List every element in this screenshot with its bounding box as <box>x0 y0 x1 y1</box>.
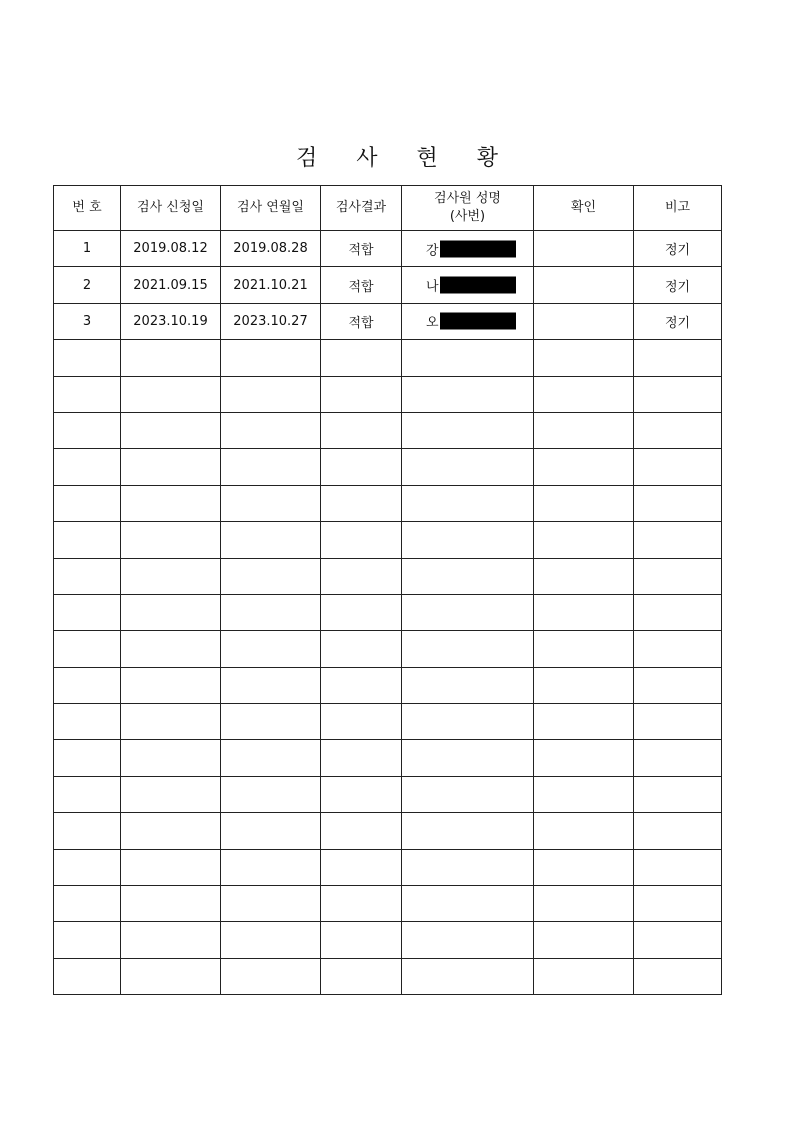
cell-inspect-date <box>221 922 321 958</box>
cell-inspect-date <box>221 704 321 740</box>
cell-inspector <box>402 958 534 994</box>
inspector-name-visible: 강 <box>426 243 439 259</box>
header-inspect-date: 검사 연월일 <box>221 186 321 231</box>
cell-remarks <box>634 667 722 703</box>
cell-remarks <box>634 813 722 849</box>
cell-inspector <box>402 776 534 812</box>
cell-result <box>321 485 402 521</box>
cell-result: 적합 <box>321 231 402 267</box>
cell-remarks <box>634 849 722 885</box>
cell-no <box>54 485 121 521</box>
cell-inspect-date <box>221 412 321 448</box>
cell-remarks <box>634 594 722 630</box>
cell-apply-date <box>121 594 221 630</box>
cell-result <box>321 813 402 849</box>
cell-apply-date: 2019.08.12 <box>121 231 221 267</box>
cell-apply-date <box>121 740 221 776</box>
cell-apply-date <box>121 922 221 958</box>
cell-result <box>321 776 402 812</box>
cell-inspect-date <box>221 485 321 521</box>
inspector-name-visible: 오 <box>426 315 439 331</box>
redaction-box <box>440 313 516 330</box>
cell-inspect-date <box>221 376 321 412</box>
cell-result <box>321 522 402 558</box>
cell-inspect-date <box>221 449 321 485</box>
cell-no <box>54 412 121 448</box>
cell-inspect-date <box>221 958 321 994</box>
cell-inspect-date <box>221 740 321 776</box>
empty-table-row <box>54 886 722 922</box>
cell-inspect-date <box>221 776 321 812</box>
empty-table-row <box>54 376 722 412</box>
cell-apply-date <box>121 886 221 922</box>
cell-remarks <box>634 740 722 776</box>
cell-confirm <box>534 231 634 267</box>
table-row <box>54 267 722 303</box>
empty-table-row <box>54 922 722 958</box>
cell-confirm <box>534 704 634 740</box>
header-inspector <box>402 186 534 231</box>
cell-remarks <box>634 376 722 412</box>
cell-apply-date <box>121 704 221 740</box>
cell-remarks <box>634 886 722 922</box>
cell-no <box>54 740 121 776</box>
cell-result <box>321 449 402 485</box>
cell-apply-date <box>121 340 221 376</box>
cell-remarks <box>634 704 722 740</box>
cell-apply-date <box>121 776 221 812</box>
cell-confirm <box>534 958 634 994</box>
cell-inspect-date <box>221 631 321 667</box>
cell-remarks <box>634 776 722 812</box>
empty-table-row <box>54 449 722 485</box>
cell-result <box>321 849 402 885</box>
cell-result: 적합 <box>321 303 402 339</box>
empty-table-row <box>54 485 722 521</box>
cell-inspector <box>402 631 534 667</box>
cell-no <box>54 376 121 412</box>
cell-confirm <box>534 740 634 776</box>
header-inspector-id: (사번) <box>449 209 486 224</box>
cell-confirm <box>534 922 634 958</box>
cell-no: 1 <box>54 231 121 267</box>
empty-table-row <box>54 558 722 594</box>
cell-confirm <box>534 886 634 922</box>
cell-apply-date <box>121 958 221 994</box>
cell-inspector <box>402 922 534 958</box>
cell-result <box>321 376 402 412</box>
cell-inspector <box>402 412 534 448</box>
page-title: 검 사 현 황 <box>296 146 514 171</box>
cell-apply-date <box>121 667 221 703</box>
cell-apply-date <box>121 449 221 485</box>
empty-table-row <box>54 958 722 994</box>
cell-no <box>54 704 121 740</box>
cell-no <box>54 776 121 812</box>
cell-inspector <box>402 449 534 485</box>
table-row <box>54 231 722 267</box>
header-result: 검사결과 <box>321 186 402 231</box>
empty-table-row <box>54 667 722 703</box>
cell-confirm <box>534 558 634 594</box>
cell-inspect-date <box>221 667 321 703</box>
empty-table-row <box>54 631 722 667</box>
cell-apply-date <box>121 558 221 594</box>
cell-inspector <box>402 813 534 849</box>
cell-confirm <box>534 267 634 303</box>
cell-result <box>321 740 402 776</box>
cell-confirm <box>534 449 634 485</box>
cell-no <box>54 667 121 703</box>
cell-no <box>54 958 121 994</box>
cell-confirm <box>534 485 634 521</box>
inspection-table <box>53 185 722 995</box>
cell-result <box>321 922 402 958</box>
cell-remarks <box>634 449 722 485</box>
cell-apply-date: 2021.09.15 <box>121 267 221 303</box>
table-row <box>54 303 722 339</box>
empty-table-row <box>54 412 722 448</box>
cell-inspector <box>402 231 534 267</box>
cell-apply-date <box>121 813 221 849</box>
cell-no <box>54 449 121 485</box>
cell-remarks <box>634 558 722 594</box>
cell-no <box>54 522 121 558</box>
cell-remarks <box>634 340 722 376</box>
cell-inspector <box>402 522 534 558</box>
cell-inspect-date <box>221 558 321 594</box>
cell-confirm <box>534 303 634 339</box>
redaction-box <box>440 240 516 257</box>
cell-inspector <box>402 667 534 703</box>
cell-remarks <box>634 922 722 958</box>
empty-table-row <box>54 740 722 776</box>
header-apply-date: 검사 신청일 <box>121 186 221 231</box>
cell-no <box>54 886 121 922</box>
cell-apply-date: 2023.10.19 <box>121 303 221 339</box>
cell-inspector <box>402 303 534 339</box>
cell-inspect-date <box>221 594 321 630</box>
header-remarks: 비고 <box>634 186 722 231</box>
cell-confirm <box>534 594 634 630</box>
cell-remarks: 정기 <box>634 231 722 267</box>
cell-confirm <box>534 849 634 885</box>
cell-inspect-date <box>221 340 321 376</box>
empty-table-row <box>54 849 722 885</box>
cell-inspector <box>402 376 534 412</box>
cell-remarks: 정기 <box>634 267 722 303</box>
cell-remarks <box>634 412 722 448</box>
header-row <box>54 186 722 231</box>
cell-remarks <box>634 485 722 521</box>
redaction-box <box>440 277 516 294</box>
cell-no <box>54 631 121 667</box>
cell-no <box>54 558 121 594</box>
cell-no: 3 <box>54 303 121 339</box>
cell-result <box>321 340 402 376</box>
cell-result <box>321 594 402 630</box>
cell-inspect-date: 2019.08.28 <box>221 231 321 267</box>
cell-remarks <box>634 958 722 994</box>
cell-no <box>54 922 121 958</box>
cell-result <box>321 958 402 994</box>
header-inspector-name: 검사원 성명 <box>434 191 501 206</box>
cell-apply-date <box>121 485 221 521</box>
cell-inspector <box>402 558 534 594</box>
cell-result <box>321 886 402 922</box>
empty-table-row <box>54 522 722 558</box>
cell-no <box>54 849 121 885</box>
cell-inspect-date: 2021.10.21 <box>221 267 321 303</box>
cell-confirm <box>534 412 634 448</box>
cell-inspect-date <box>221 522 321 558</box>
header-no: 번 호 <box>54 186 121 231</box>
cell-inspector <box>402 740 534 776</box>
empty-table-row <box>54 340 722 376</box>
cell-result <box>321 631 402 667</box>
cell-confirm <box>534 376 634 412</box>
cell-inspect-date <box>221 886 321 922</box>
cell-inspector <box>402 594 534 630</box>
cell-confirm <box>534 776 634 812</box>
cell-no <box>54 813 121 849</box>
cell-inspector <box>402 485 534 521</box>
cell-no <box>54 340 121 376</box>
cell-result: 적합 <box>321 267 402 303</box>
empty-table-row <box>54 813 722 849</box>
cell-apply-date <box>121 631 221 667</box>
cell-apply-date <box>121 522 221 558</box>
cell-apply-date <box>121 376 221 412</box>
cell-inspector <box>402 340 534 376</box>
cell-result <box>321 667 402 703</box>
cell-inspect-date: 2023.10.27 <box>221 303 321 339</box>
cell-confirm <box>534 340 634 376</box>
cell-confirm <box>534 631 634 667</box>
cell-result <box>321 412 402 448</box>
header-confirm: 확인 <box>534 186 634 231</box>
empty-table-row <box>54 594 722 630</box>
cell-confirm <box>534 813 634 849</box>
cell-inspector <box>402 267 534 303</box>
cell-confirm <box>534 522 634 558</box>
cell-result <box>321 704 402 740</box>
cell-inspector <box>402 704 534 740</box>
cell-remarks <box>634 631 722 667</box>
cell-no: 2 <box>54 267 121 303</box>
cell-inspector <box>402 886 534 922</box>
cell-remarks <box>634 522 722 558</box>
cell-inspect-date <box>221 849 321 885</box>
cell-inspect-date <box>221 813 321 849</box>
cell-confirm <box>534 667 634 703</box>
cell-apply-date <box>121 412 221 448</box>
cell-apply-date <box>121 849 221 885</box>
cell-inspector <box>402 849 534 885</box>
inspector-name-visible: 나 <box>426 279 439 295</box>
cell-remarks: 정기 <box>634 303 722 339</box>
empty-table-row <box>54 704 722 740</box>
cell-no <box>54 594 121 630</box>
cell-result <box>321 558 402 594</box>
empty-table-row <box>54 776 722 812</box>
